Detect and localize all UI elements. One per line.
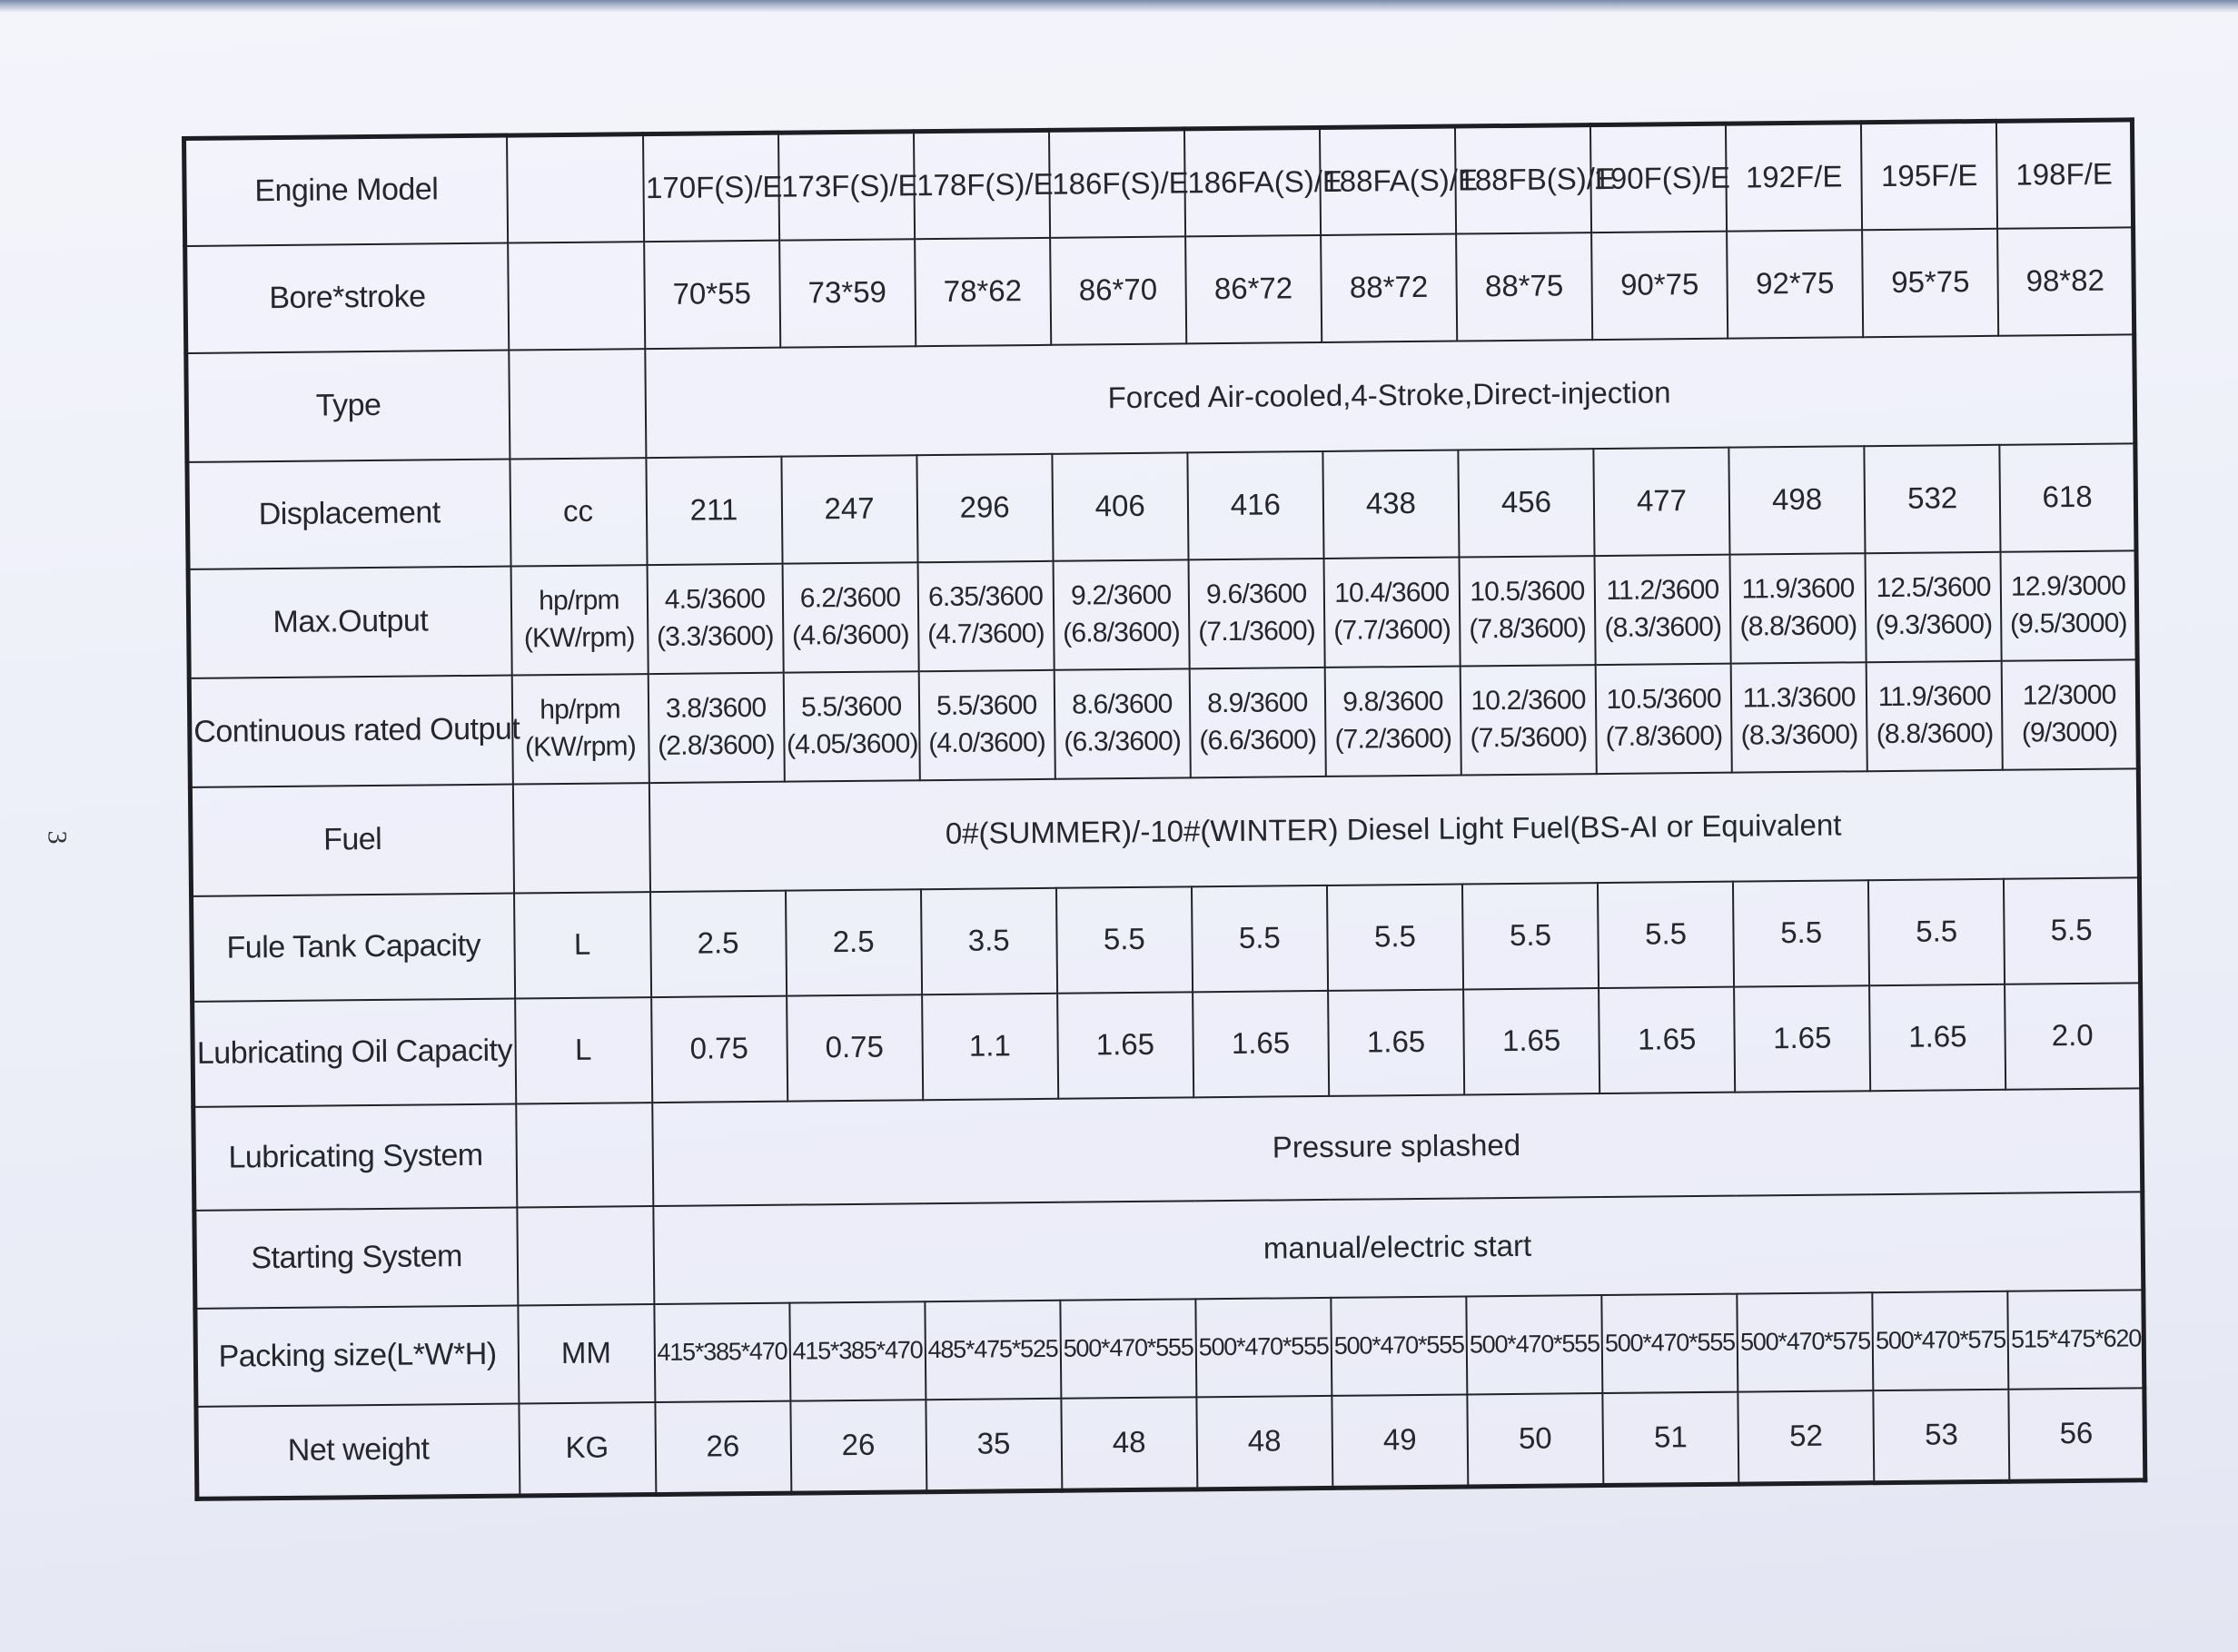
value-cell: 532 (1865, 444, 2001, 552)
value-cell: 477 (1593, 447, 1729, 555)
hp-value: 10.5/3600 (1606, 683, 1721, 715)
value-cell (1595, 554, 1731, 664)
value-cell: 415*385*470 (789, 1301, 926, 1400)
value-cell (917, 560, 1054, 670)
hp-value: 10.5/3600 (1470, 576, 1585, 608)
value-cell: 1.65 (1734, 985, 1870, 1092)
value-cell (647, 563, 783, 673)
hp-value: 8.6/3600 (1071, 688, 1173, 720)
value-cell: 1.65 (1193, 990, 1329, 1096)
unit-cell: L (514, 892, 651, 998)
hp-value: 9.8/3600 (1342, 686, 1443, 717)
value-cell (1053, 559, 1189, 669)
hp-value: 12.9/3000 (2010, 570, 2126, 602)
row-label: Displacement (187, 459, 510, 569)
value-cell: 5.5 (1192, 885, 1328, 991)
value-cell: 5.5 (1733, 880, 1869, 986)
continuous-output-row (189, 659, 2138, 787)
kw-value: (4.0/3600) (928, 727, 1046, 758)
engine-model-row (184, 120, 2134, 246)
kw-value: (3.3/3600) (656, 620, 774, 652)
row-label: Packing size(L*W*H) (195, 1305, 519, 1406)
type-value: Forced Air-cooled,4-Stroke,Direct-injection (645, 334, 2135, 458)
value-cell: 50 (1467, 1393, 1603, 1487)
value-cell: 498 (1728, 446, 1865, 554)
displacement-row (187, 443, 2136, 569)
unit-cell: KG (519, 1402, 656, 1496)
value-cell: 1.1 (922, 993, 1058, 1099)
value-cell: 198F/E (1996, 120, 2133, 228)
value-cell: 500*470*555 (1601, 1293, 1738, 1392)
value-cell: 5.5 (1598, 881, 1734, 987)
value-cell: 173F(S)/E (778, 132, 915, 240)
unit-cell (507, 134, 644, 242)
kw-value: (9/3000) (2021, 717, 2118, 748)
hp-value: 5.5/3600 (800, 691, 902, 723)
value-cell (1596, 663, 1732, 773)
row-label: Type (186, 350, 510, 461)
kw-value: (6.8/3600) (1063, 616, 1181, 648)
hp-value: 6.35/3600 (927, 580, 1044, 613)
unit-cell: cc (510, 458, 647, 566)
net-weight-row (196, 1388, 2145, 1499)
kw-value: (7.8/3600) (1469, 612, 1587, 644)
starting-system-row (194, 1192, 2144, 1309)
fuel-tank-row (192, 877, 2141, 1002)
value-cell (1461, 665, 1597, 775)
unit-cell (511, 674, 649, 784)
value-cell (1866, 551, 2002, 661)
value-cell: 78*62 (915, 237, 1051, 345)
value-cell: 90*75 (1591, 231, 1728, 339)
unit-cell (516, 1103, 653, 1207)
kw-value: (4.05/3600) (786, 727, 918, 760)
hp-value: 11.2/3600 (1606, 574, 1719, 606)
unit-line-1: hp/rpm (540, 694, 621, 726)
value-cell (1323, 557, 1460, 667)
value-cell: 438 (1322, 450, 1459, 558)
value-cell: 48 (1196, 1395, 1332, 1489)
unit-cell (512, 783, 649, 893)
value-cell: 416 (1187, 450, 1323, 559)
kw-value: (4.6/3600) (791, 618, 909, 651)
hp-value: 11.9/3600 (1877, 680, 1991, 713)
unit-cell (508, 242, 645, 350)
value-cell (1189, 667, 1325, 777)
value-cell: 56 (2009, 1388, 2145, 1481)
kw-value: (9.3/3600) (1875, 608, 1993, 640)
value-cell: 485*475*525 (925, 1300, 1061, 1399)
value-cell (648, 672, 784, 782)
hp-value: 8.9/3600 (1207, 688, 1308, 719)
value-cell: 52 (1738, 1390, 1874, 1484)
hp-value: 10.2/3600 (1471, 685, 1586, 717)
value-cell: 26 (790, 1400, 926, 1493)
value-cell: 88*72 (1321, 233, 1457, 341)
unit-cell (517, 1206, 654, 1305)
kw-value: (8.3/3600) (1604, 611, 1722, 643)
value-cell (1731, 662, 1867, 772)
value-cell: 170F(S)/E (643, 133, 779, 241)
row-label: Fule Tank Capacity (192, 893, 515, 1001)
fuel-value: 0#(SUMMER)/-10#(WINTER) Diesel Light Fuel(BS-AI or Equivalent (649, 768, 2139, 892)
value-cell: 1.65 (1057, 992, 1193, 1098)
hp-value: 9.6/3600 (1205, 579, 1307, 610)
kw-value: (2.8/3600) (657, 729, 776, 761)
kw-value: (8.8/3600) (1876, 717, 1994, 749)
value-cell: 3.5 (921, 887, 1057, 994)
value-cell: 5.5 (2004, 877, 2140, 984)
value-cell: 0.75 (651, 995, 787, 1102)
starting-system-value: manual/electric start (653, 1192, 2144, 1304)
engine-spec-table (182, 117, 2147, 1501)
value-cell: 186F(S)/E (1049, 129, 1185, 237)
value-cell: 49 (1332, 1394, 1468, 1488)
value-cell: 190F(S)/E (1590, 124, 1727, 232)
value-cell: 26 (655, 1400, 791, 1494)
hp-value: 9.2/3600 (1070, 579, 1172, 611)
hp-value: 11.9/3600 (1741, 573, 1855, 605)
kw-value: (7.5/3600) (1470, 721, 1588, 753)
value-cell: 2.5 (650, 890, 787, 996)
value-cell: 211 (646, 456, 782, 564)
value-cell: 53 (1874, 1389, 2010, 1482)
value-cell (782, 562, 918, 672)
page-top-shadow (0, 0, 2238, 13)
value-cell (1867, 660, 2003, 770)
hp-value: 5.5/3600 (936, 689, 1037, 722)
value-cell: 2.0 (2005, 983, 2141, 1089)
value-cell (1054, 668, 1190, 778)
type-row (186, 334, 2135, 462)
hp-value: 4.5/3600 (664, 583, 766, 615)
value-cell: 500*470*575 (1873, 1291, 2009, 1390)
lubricating-system-row (193, 1088, 2143, 1211)
hp-value: 10.4/3600 (1334, 577, 1450, 608)
kw-value: (8.3/3600) (1740, 718, 1858, 751)
page-number: 3 (42, 830, 73, 845)
unit-line-2: (KW/rpm) (523, 621, 635, 653)
value-cell: 406 (1052, 452, 1188, 560)
kw-value: (4.7/3600) (926, 618, 1045, 649)
unit-cell (509, 349, 646, 459)
unit-line-1: hp/rpm (538, 585, 619, 617)
value-cell: 0.75 (787, 994, 923, 1101)
value-cell: 98*82 (1997, 227, 2134, 335)
value-cell: 188FA(S)/E (1320, 126, 1456, 234)
kw-value: (8.8/3600) (1739, 609, 1857, 642)
oil-capacity-row (193, 983, 2142, 1107)
value-cell: 195F/E (1861, 121, 1997, 229)
unit-cell (510, 565, 648, 675)
value-cell (2002, 659, 2138, 769)
hp-value: 12.5/3600 (1876, 571, 1991, 604)
unit-cell: L (515, 997, 652, 1103)
value-cell: 1.65 (1869, 984, 2005, 1090)
value-cell: 192F/E (1726, 123, 1862, 231)
value-cell: 415*385*470 (654, 1302, 790, 1401)
value-cell: 5.5 (1462, 883, 1599, 989)
value-cell: 2.5 (786, 889, 922, 995)
value-cell (783, 671, 919, 781)
kw-value: (7.1/3600) (1198, 615, 1316, 647)
value-cell: 48 (1061, 1397, 1197, 1490)
value-cell: 500*470*555 (1466, 1295, 1602, 1394)
spec-sheet (182, 117, 2147, 1501)
value-cell: 95*75 (1862, 228, 1998, 336)
unit-cell: MM (518, 1304, 655, 1403)
value-cell: 186FA(S)/E (1184, 127, 1321, 235)
kw-value: (7.2/3600) (1334, 723, 1452, 755)
value-cell (2001, 550, 2137, 660)
value-cell: 86*70 (1050, 236, 1186, 344)
unit-line-2: (KW/rpm) (524, 730, 637, 762)
value-cell (1730, 553, 1867, 663)
row-label: Max.Output (188, 566, 511, 678)
value-cell: 178F(S)/E (914, 130, 1050, 238)
hp-value: 6.2/3600 (799, 582, 901, 614)
value-cell: 1.65 (1328, 989, 1464, 1095)
bore-stroke-row (185, 227, 2134, 353)
value-cell: 500*470*555 (1060, 1299, 1196, 1398)
max-output-row (188, 550, 2137, 678)
fuel-row (190, 768, 2139, 896)
value-cell: 500*470*555 (1195, 1297, 1332, 1396)
value-cell: 618 (2000, 443, 2136, 551)
row-label: Net weight (196, 1403, 520, 1499)
row-label: Starting System (194, 1207, 518, 1308)
hp-value: 12/3000 (2022, 679, 2116, 711)
row-label: Fuel (190, 784, 513, 895)
value-cell: 1.65 (1463, 988, 1599, 1094)
value-cell: 92*75 (1727, 230, 1863, 338)
value-cell: 88*75 (1456, 232, 1592, 341)
value-cell: 86*72 (1185, 234, 1322, 342)
value-cell: 5.5 (1056, 886, 1193, 993)
kw-value: (7.7/3600) (1333, 614, 1451, 646)
lubricating-system-value: Pressure splashed (652, 1088, 2143, 1206)
hp-value: 11.3/3600 (1742, 682, 1856, 714)
kw-value: (6.6/3600) (1199, 724, 1317, 756)
value-cell (1459, 556, 1595, 666)
hp-value: 3.8/3600 (665, 692, 767, 724)
kw-value: (9.5/3000) (2009, 607, 2127, 639)
value-cell (918, 669, 1055, 779)
value-cell: 5.5 (1327, 884, 1463, 990)
value-cell: 515*475*620 (2008, 1290, 2144, 1389)
value-cell: 500*470*555 (1331, 1296, 1467, 1395)
value-cell: 247 (781, 455, 917, 563)
row-label: Lubricating System (193, 1103, 517, 1210)
value-cell: 51 (1602, 1391, 1738, 1485)
row-label: Bore*stroke (185, 242, 509, 352)
value-cell: 5.5 (1868, 878, 2005, 984)
value-cell: 35 (926, 1398, 1062, 1491)
row-label: Continuous rated Output (189, 675, 512, 786)
kw-value: (7.8/3600) (1605, 720, 1723, 752)
value-cell: 73*59 (779, 239, 916, 347)
row-label: Lubricating Oil Capacity (193, 998, 516, 1106)
kw-value: (6.3/3600) (1064, 725, 1182, 757)
value-cell: 500*470*575 (1737, 1292, 1873, 1391)
value-cell: 70*55 (644, 240, 780, 348)
row-label: Engine Model (184, 135, 508, 245)
value-cell (1188, 558, 1324, 668)
packing-size-row (195, 1290, 2144, 1407)
value-cell: 188FB(S)/E (1455, 125, 1591, 233)
value-cell: 456 (1458, 449, 1594, 557)
value-cell: 296 (916, 453, 1053, 561)
value-cell: 1.65 (1599, 986, 1735, 1093)
value-cell (1325, 666, 1461, 776)
